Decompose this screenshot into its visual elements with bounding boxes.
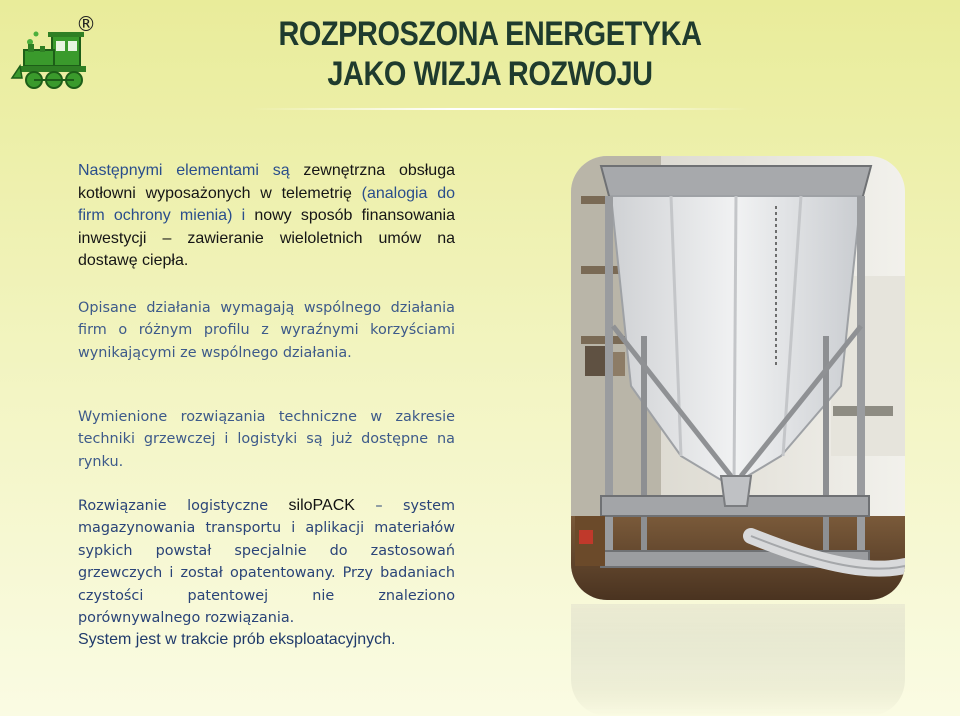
p1-text-e: .: [183, 252, 189, 269]
paragraph-2: Opisane działania wymagają wspólnego działania firm o różnym profilu z wyraźnymi korzyściami wynikającymi ze wspólnego działania.: [78, 300, 455, 361]
silo-photo: [571, 156, 905, 600]
p1-text-b: zewnętrzna obsługa kotłowni wyposażonych w telemetrię: [78, 162, 456, 202]
p4-brand: siloPACK: [288, 497, 355, 514]
photo-reflection: [571, 604, 905, 716]
registered-mark: ®: [76, 12, 96, 36]
p1-text-d: nowy sposób finansowania inwestycji – zawieranie wieloletnich umów na dostawę ciepła: [78, 207, 456, 269]
silo-illustration: [571, 156, 905, 600]
p1-text-c: (analogia do firm ochrony mienia) i: [78, 184, 456, 224]
title-line-1: ROZPROSZONA ENERGETYKA: [278, 15, 702, 53]
title-divider: [250, 108, 750, 110]
paragraph-4: [78, 495, 455, 652]
title-line-2: JAKO WIZJA ROZWOJU: [327, 55, 653, 93]
p1-text-a: Następnymi elementami są: [78, 162, 304, 179]
p4-text-c: System jest w trakcie prób eksploatacyjnych.: [78, 631, 396, 649]
p4-text-b: – system magazynowania transportu i aplikacji materiałów sypkich powstał specjalnie do zastosowań grzewczych i został opatentowany. Przy badaniach czystości patentowej nie znaleziono porównywalnego rozwiązania.: [78, 498, 455, 627]
p4-text-a: Rozwiązanie logistyczne: [78, 498, 289, 514]
paragraph-1: [78, 160, 455, 273]
page-title: [269, 14, 711, 94]
paragraph-3: Wymienione rozwiązania techniczne w zakresie techniki grzewczej i logistyki są już dostępne na rynku.: [78, 409, 455, 470]
